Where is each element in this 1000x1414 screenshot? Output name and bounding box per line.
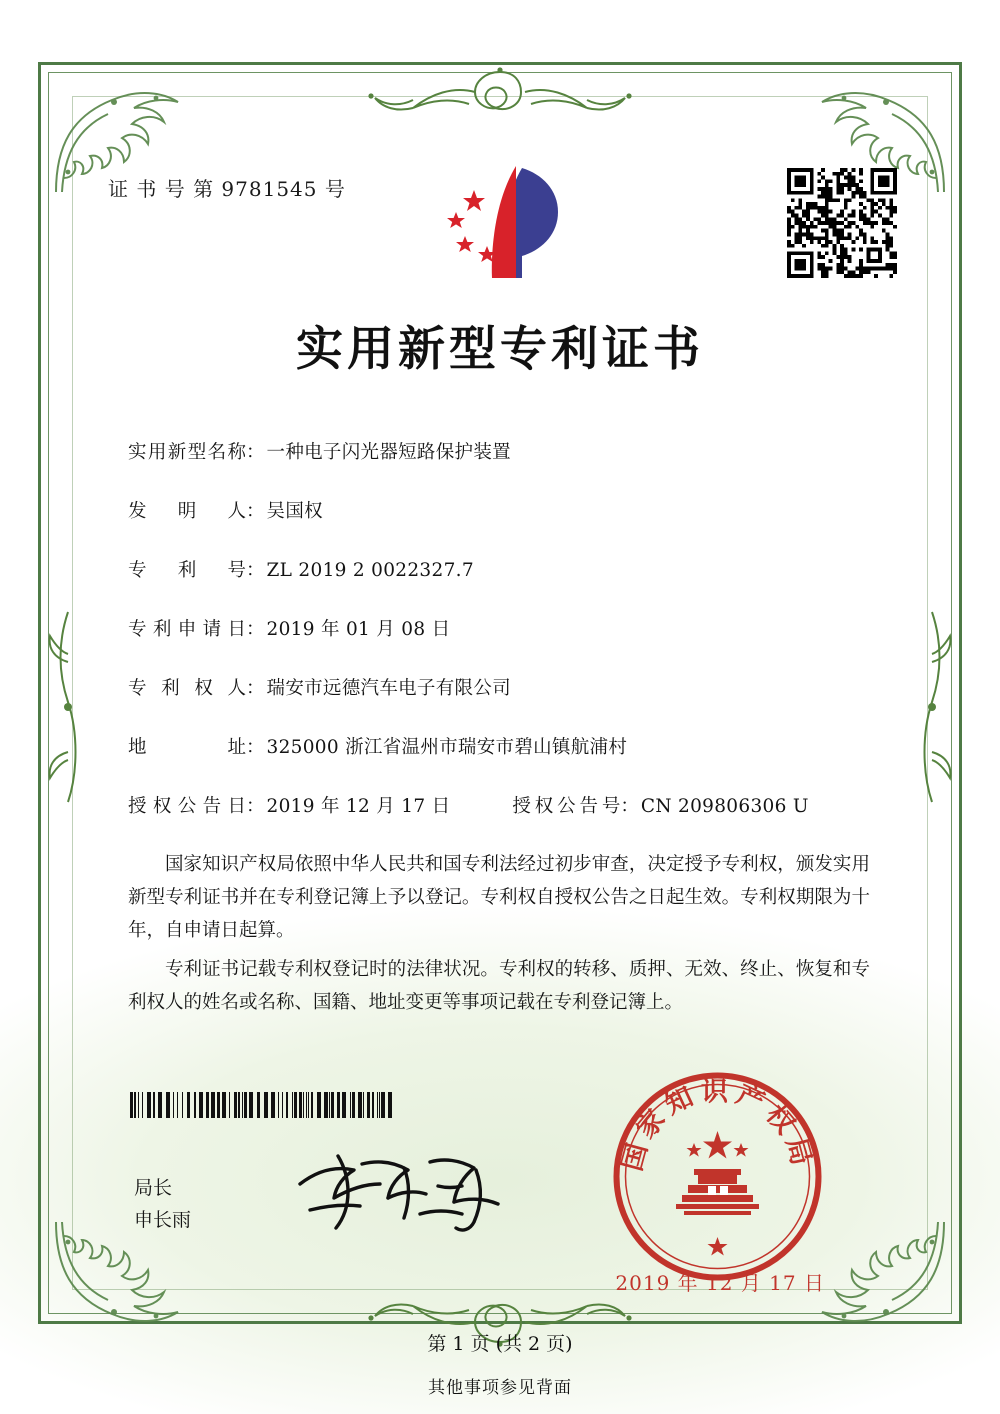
field-value-grant-date: 2019 年 12 月 17 日	[266, 796, 451, 817]
field-colon: ：	[246, 442, 265, 463]
field-colon: ：	[246, 737, 265, 758]
seal-text: 国家知识产权局	[616, 1076, 819, 1175]
side-ornament-icon	[904, 602, 960, 812]
field-label: 专利号	[128, 560, 246, 581]
field-label: 发明人	[128, 501, 246, 522]
side-ornament-icon	[40, 602, 96, 812]
cnipa-logo-icon	[430, 160, 580, 285]
qr-code-icon	[787, 168, 897, 278]
back-side-note: 其他事项参见背面	[428, 1378, 572, 1398]
field-label-grant-number: 授权公告号	[512, 796, 621, 817]
field-value: 吴国权	[266, 501, 323, 522]
legal-text-block	[128, 848, 870, 1025]
field-row-utility-model-name	[128, 438, 888, 497]
field-row-address	[128, 733, 888, 792]
corner-ornament-icon	[52, 1218, 212, 1338]
certificate-number: 证 书 号 第 9781545 号	[108, 177, 346, 201]
signature-block	[134, 1172, 191, 1236]
field-label: 实用新型名称	[128, 442, 246, 463]
field-colon: ：	[246, 560, 265, 581]
signature-name: 申长雨	[134, 1209, 192, 1231]
field-label-grant-date: 授权公告日	[128, 796, 246, 817]
signature-role: 局长	[134, 1177, 173, 1199]
field-row-patent-number	[128, 556, 888, 615]
field-colon: ：	[620, 796, 639, 817]
field-row-inventor	[128, 497, 888, 556]
field-colon: ：	[246, 796, 265, 817]
field-value: 325000 浙江省温州市瑞安市碧山镇航浦村	[266, 737, 628, 758]
handwritten-signature	[292, 1140, 522, 1240]
page-indicator: 第 1 页 (共 2 页)	[427, 1333, 573, 1355]
field-colon: ：	[246, 678, 265, 699]
certificate-fields	[128, 438, 888, 851]
svg-text:国家知识产权局	[617, 1077, 819, 1175]
field-value: ZL 2019 2 0022327.7	[266, 560, 474, 581]
official-red-seal	[610, 1069, 825, 1284]
barcode	[130, 1092, 392, 1118]
legal-paragraph-2: 专利证书记载专利权登记时的法律状况。专利权的转移、质押、无效、终止、恢复和专利权人的姓名或名称、国籍、地址变更等事项记载在专利登记簿上。	[128, 959, 870, 1013]
field-label: 专利申请日	[128, 619, 246, 640]
field-label: 地址	[128, 737, 246, 758]
field-value: 瑞安市远德汽车电子有限公司	[266, 678, 511, 699]
field-label: 专利权人	[128, 678, 246, 699]
field-row-application-date	[128, 615, 888, 674]
field-colon: ：	[246, 501, 265, 522]
page-title: 实用新型专利证书	[296, 322, 704, 377]
legal-paragraph-1: 国家知识产权局依照中华人民共和国专利法经过初步审查，决定授予专利权，颁发实用新型专利证书并在专利登记簿上予以登记。专利权自授权公告之日起生效。专利权期限为十年，自申请日起算。	[128, 854, 870, 941]
field-colon: ：	[246, 619, 265, 640]
field-value: 2019 年 01 月 08 日	[266, 619, 451, 640]
seal-date: 2019 年 12 月 17 日	[615, 1271, 825, 1295]
field-value: 一种电子闪光器短路保护装置	[266, 442, 511, 463]
field-row-grant-announcement	[128, 792, 888, 851]
top-center-ornament-icon	[335, 64, 665, 120]
field-row-patentee	[128, 674, 888, 733]
field-value-grant-number: CN 209806306 U	[640, 796, 809, 817]
